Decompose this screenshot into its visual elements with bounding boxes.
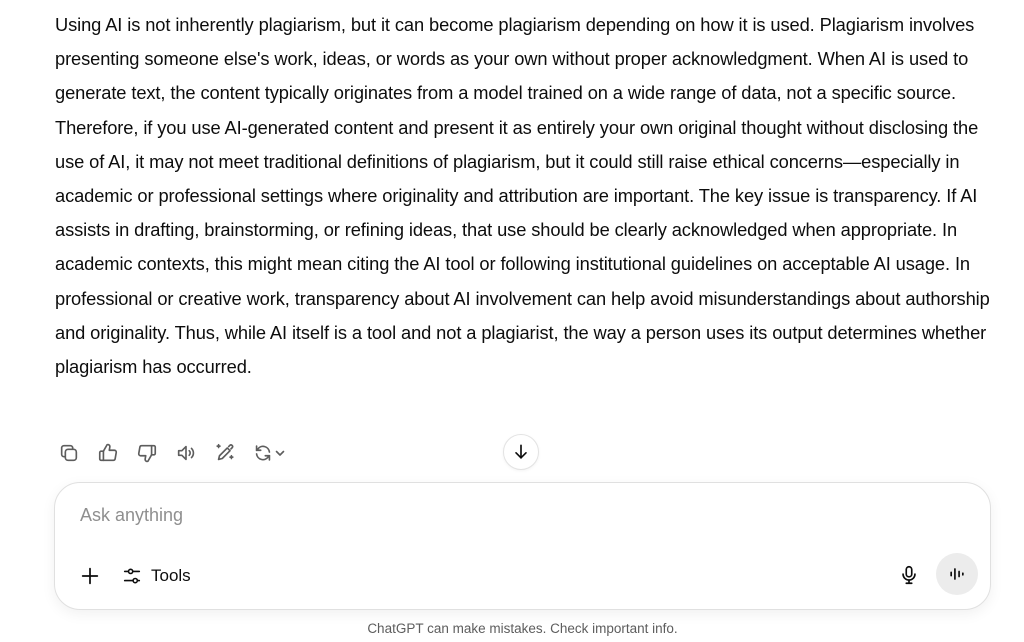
copy-icon [58,442,80,464]
sliders-icon [121,565,143,587]
edit-canvas-button[interactable] [210,438,240,468]
voice-mode-button[interactable] [936,553,978,595]
thumbs-up-icon [97,442,119,464]
microphone-icon [898,564,920,586]
scroll-down-button[interactable] [503,434,539,470]
read-aloud-icon [175,442,197,464]
read-aloud-button[interactable] [171,438,201,468]
arrow-down-icon [511,442,531,462]
thumbs-up-button[interactable] [93,438,123,468]
thumbs-down-icon [136,442,158,464]
tools-label: Tools [151,566,191,585]
plus-icon [79,565,101,587]
tools-button[interactable] [121,561,191,591]
voice-waveform-icon [947,564,967,584]
edit-canvas-icon [214,442,236,464]
prompt-input[interactable] [80,505,780,526]
chevron-down-icon [274,447,286,459]
thumbs-down-button[interactable] [132,438,162,468]
disclaimer: ChatGPT can make mistakes. Check important info. [367,621,678,636]
composer [54,482,991,610]
regenerate-icon [252,442,274,464]
assistant-message: Using AI is not inherently plagiarism, but it can become plagiarism depending on how it is used. Plagiarism involves presenting someone else's work, ideas, or words as your own without proper acknowledgment. When AI is used to generate text, the content typically originates from a model trained on a wide range of data, not a specific source. Therefore, if you use AI-generated content and present it as entirely your own original thought without disclosing the use of AI, it may not meet traditional definitions of plagiarism, but it could still raise ethical concerns—especially in academic or professional settings where originality and attribution are important. The key issue is transparency. If AI assists in drafting, brainstorming, or refining ideas, that use should be clearly acknowledged when appropriate. In academic contexts, this might mean citing the AI tool or following institutional guidelines on acceptable AI usage. In professional or creative work, transparency about AI involvement can help avoid misunderstandings about authorship and originality. Thus, while AI itself is a tool and not a plagiarist, the way a person uses its output determines whether plagiarism has occurred. [55,14,990,378]
regenerate-button[interactable] [249,438,289,468]
copy-button[interactable] [54,438,84,468]
message-actions [54,438,298,468]
add-attachment-button[interactable] [75,561,105,591]
dictate-button[interactable] [893,559,925,591]
